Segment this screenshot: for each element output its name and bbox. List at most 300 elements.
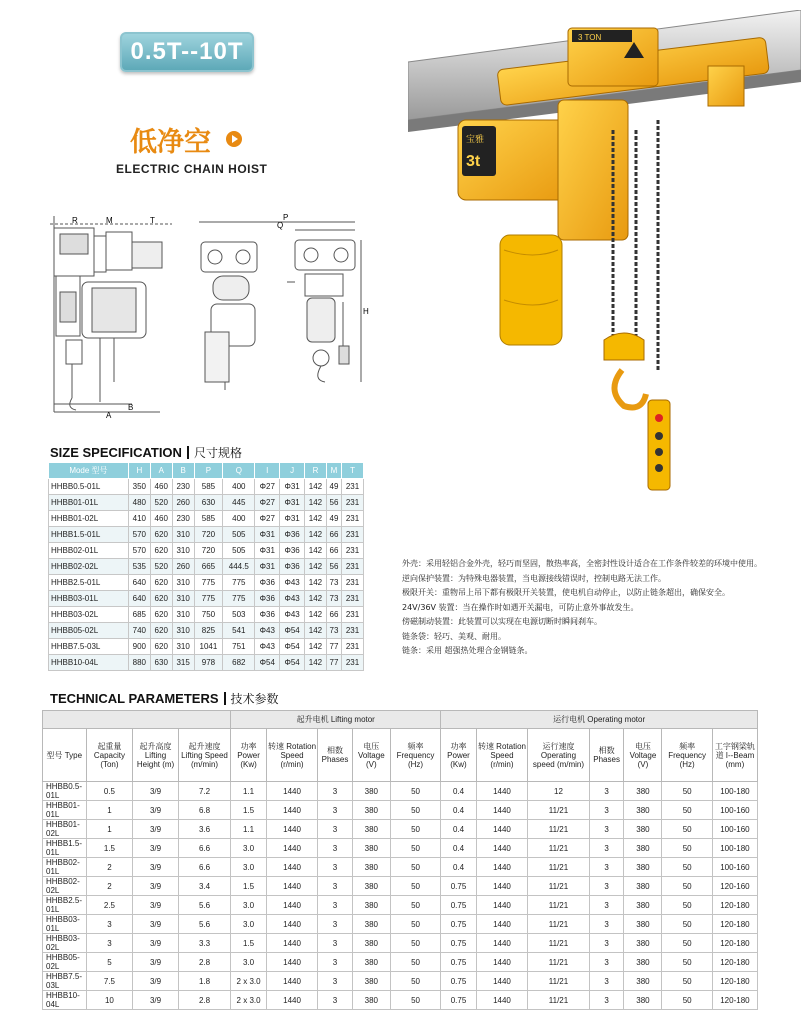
table-cell: 585 (194, 479, 223, 495)
table-cell: 100-180 (712, 782, 757, 801)
table-cell: Φ31 (255, 527, 280, 543)
table-cell: 66 (326, 607, 341, 623)
table-cell: 142 (305, 575, 327, 591)
table-cell: 50 (390, 839, 440, 858)
table-cell: 682 (223, 655, 255, 671)
table-cell: 50 (390, 915, 440, 934)
dim-label-m: M (106, 216, 113, 225)
table-cell: 1.1 (231, 820, 267, 839)
table-cell: HHBB10-04L (43, 991, 87, 1010)
table-cell: 1 (86, 801, 133, 820)
table-cell: 3/9 (133, 953, 179, 972)
table-cell: 1440 (476, 782, 527, 801)
table-row (43, 991, 758, 1010)
table-cell: 380 (352, 839, 390, 858)
table-cell: 1440 (476, 915, 527, 934)
table-cell: 6.6 (178, 858, 230, 877)
table-cell: Φ36 (280, 527, 305, 543)
table-cell: 380 (352, 877, 390, 896)
table-cell: 0.75 (441, 991, 477, 1010)
table-cell: 142 (305, 639, 327, 655)
table-cell: 142 (305, 511, 327, 527)
table-cell: 2 x 3.0 (231, 991, 267, 1010)
table-cell: HHBB0.5-01L (49, 479, 129, 495)
table-cell: 120-180 (712, 953, 757, 972)
table-cell: 1440 (266, 801, 317, 820)
table-cell: 380 (624, 858, 662, 877)
table-cell: 11/21 (528, 934, 590, 953)
table-cell: 380 (624, 934, 662, 953)
tech-col-header: 起重量 Capacity (Ton) (86, 729, 133, 782)
table-cell: 310 (172, 639, 194, 655)
table-cell: 380 (624, 877, 662, 896)
table-cell: 142 (305, 495, 327, 511)
table-row (49, 623, 364, 639)
table-cell: 50 (662, 820, 712, 839)
table-cell: 3.0 (231, 915, 267, 934)
table-cell: 6.8 (178, 801, 230, 820)
table-cell: 142 (305, 655, 327, 671)
table-cell: 380 (352, 820, 390, 839)
table-cell: 2 (86, 858, 133, 877)
table-cell: 10 (86, 991, 133, 1010)
table-cell: 3 (589, 820, 624, 839)
table-cell: 230 (172, 511, 194, 527)
table-cell: HHBB1.5-01L (49, 527, 129, 543)
table-cell: HHBB0.5-01L (43, 782, 87, 801)
table-cell: 630 (194, 495, 223, 511)
table-cell: 0.75 (441, 896, 477, 915)
table-cell: 3/9 (133, 896, 179, 915)
table-row (49, 543, 364, 559)
table-cell: 445 (223, 495, 255, 511)
table-row (49, 639, 364, 655)
table-cell: 77 (326, 639, 341, 655)
table-cell: 310 (172, 591, 194, 607)
table-cell: 73 (326, 591, 341, 607)
table-cell: 1440 (476, 820, 527, 839)
table-cell: 380 (352, 801, 390, 820)
tech-col-header: 起升高度 Lifting Height (m) (133, 729, 179, 782)
table-cell: 775 (223, 575, 255, 591)
table-cell: 1440 (476, 972, 527, 991)
table-cell: 978 (194, 655, 223, 671)
tech-col-header: 转速 Rotation Speed (r/min) (266, 729, 317, 782)
table-cell: 310 (172, 575, 194, 591)
dim-label-t: T (150, 216, 155, 225)
table-cell: 100-180 (712, 839, 757, 858)
table-cell: 50 (662, 972, 712, 991)
table-cell: 50 (390, 934, 440, 953)
table-cell: 825 (194, 623, 223, 639)
table-cell: 3/9 (133, 839, 179, 858)
table-row (43, 820, 758, 839)
table-cell: 1.5 (231, 934, 267, 953)
table-cell: 3/9 (133, 801, 179, 820)
table-cell: 50 (390, 972, 440, 991)
table-cell: 505 (223, 527, 255, 543)
table-row (49, 527, 364, 543)
table-row (49, 559, 364, 575)
table-cell: 751 (223, 639, 255, 655)
table-cell: 3 (589, 782, 624, 801)
table-cell: 620 (150, 527, 172, 543)
table-cell: Φ27 (255, 511, 280, 527)
table-cell: 0.4 (441, 801, 477, 820)
table-cell: 1440 (266, 934, 317, 953)
table-cell: 120-180 (712, 915, 757, 934)
table-cell: Φ43 (280, 591, 305, 607)
table-cell: 460 (150, 511, 172, 527)
capacity-badge: 0.5T--10T (120, 32, 254, 72)
table-cell: 231 (342, 639, 364, 655)
table-cell: 1440 (266, 877, 317, 896)
nameplate-big: 3t (466, 153, 481, 170)
table-cell: 0.75 (441, 915, 477, 934)
table-cell: 585 (194, 511, 223, 527)
table-cell: 3.0 (231, 858, 267, 877)
table-cell: 3 (318, 915, 353, 934)
table-row (43, 801, 758, 820)
table-cell: 2 x 3.0 (231, 972, 267, 991)
table-cell: 570 (128, 543, 150, 559)
table-row (43, 953, 758, 972)
table-cell: HHBB02-01L (49, 543, 129, 559)
table-row (49, 511, 364, 527)
table-cell: 350 (128, 479, 150, 495)
table-cell: 3 (589, 877, 624, 896)
table-cell: 5.6 (178, 915, 230, 934)
table-cell: 0.4 (441, 820, 477, 839)
table-cell: 0.75 (441, 934, 477, 953)
table-cell: 50 (662, 896, 712, 915)
table-cell: Φ31 (255, 543, 280, 559)
table-cell: 73 (326, 623, 341, 639)
table-cell: 3 (318, 972, 353, 991)
table-cell: 120-180 (712, 991, 757, 1010)
table-cell: Φ31 (255, 559, 280, 575)
hoist-photo (408, 10, 801, 500)
table-cell: 50 (662, 801, 712, 820)
description-line: 24V/36V 装置：当在操作时如遇开关漏电，可防止意外事故发生。 (402, 602, 639, 612)
size-col-header: Mode 型号 (49, 463, 129, 479)
tech-col-header: 相数 Phases (589, 729, 624, 782)
table-cell: Φ54 (280, 639, 305, 655)
table-cell: HHBB02-02L (49, 559, 129, 575)
table-cell: 3.0 (231, 953, 267, 972)
table-cell: 720 (194, 543, 223, 559)
size-col-header: B (172, 463, 194, 479)
table-cell: Φ43 (255, 639, 280, 655)
table-cell: 3 (589, 801, 624, 820)
table-cell: Φ43 (280, 575, 305, 591)
table-cell: 380 (624, 801, 662, 820)
description-line: 链条袋：轻巧、美观、耐用。 (402, 631, 506, 641)
table-cell: HHBB01-01L (43, 801, 87, 820)
table-cell: HHBB03-02L (43, 934, 87, 953)
table-cell: 0.75 (441, 972, 477, 991)
table-cell: 900 (128, 639, 150, 655)
table-cell: 503 (223, 607, 255, 623)
table-cell: 11/21 (528, 915, 590, 934)
table-cell: 380 (352, 915, 390, 934)
table-cell: 11/21 (528, 820, 590, 839)
table-cell: 620 (150, 543, 172, 559)
table-cell: 620 (150, 575, 172, 591)
product-title-cn: 低净空 (130, 127, 211, 158)
table-cell: 1440 (266, 915, 317, 934)
table-cell: 380 (624, 915, 662, 934)
table-cell: 0.4 (441, 858, 477, 877)
tech-col-header: 电压 Voltage (V) (624, 729, 662, 782)
table-cell: HHBB01-02L (49, 511, 129, 527)
dim-label-h: H (363, 307, 369, 316)
table-cell: 750 (194, 607, 223, 623)
table-cell: 260 (172, 559, 194, 575)
table-cell: 66 (326, 527, 341, 543)
table-cell: 880 (128, 655, 150, 671)
tech-params-heading: TECHNICAL PARAMETERS 技术参数 (50, 691, 279, 706)
table-cell: 56 (326, 559, 341, 575)
table-cell: 620 (150, 623, 172, 639)
table-cell: 142 (305, 591, 327, 607)
table-cell: 570 (128, 527, 150, 543)
table-cell: 231 (342, 655, 364, 671)
table-cell: 380 (624, 839, 662, 858)
table-cell: 620 (150, 607, 172, 623)
table-cell: 11/21 (528, 991, 590, 1010)
table-cell: 120-180 (712, 896, 757, 915)
table-cell: 2 (86, 877, 133, 896)
table-cell: Φ36 (255, 575, 280, 591)
table-row (43, 915, 758, 934)
table-cell: 3.3 (178, 934, 230, 953)
table-cell: 3/9 (133, 934, 179, 953)
table-cell: 3 (86, 934, 133, 953)
table-cell: 380 (352, 858, 390, 877)
table-cell: 720 (194, 527, 223, 543)
table-cell: 11/21 (528, 801, 590, 820)
table-cell: 50 (390, 820, 440, 839)
table-cell: 3/9 (133, 991, 179, 1010)
table-cell: HHBB1.5-01L (43, 839, 87, 858)
table-cell: 7.2 (178, 782, 230, 801)
table-cell: 640 (128, 575, 150, 591)
table-cell: Φ27 (255, 479, 280, 495)
table-cell: 640 (128, 591, 150, 607)
table-cell: Φ43 (255, 623, 280, 639)
table-cell: 775 (194, 591, 223, 607)
table-cell: Φ27 (255, 495, 280, 511)
table-cell: 3 (318, 782, 353, 801)
table-cell: 380 (624, 991, 662, 1010)
table-cell: 11/21 (528, 858, 590, 877)
table-cell: 0.4 (441, 839, 477, 858)
table-cell: 100-160 (712, 801, 757, 820)
table-cell: 380 (352, 782, 390, 801)
table-cell: 0.4 (441, 782, 477, 801)
table-cell: 50 (662, 934, 712, 953)
table-cell: 3 (589, 896, 624, 915)
table-cell: 231 (342, 543, 364, 559)
size-col-header: H (128, 463, 150, 479)
table-cell: HHBB2.5-01L (49, 575, 129, 591)
table-row (49, 607, 364, 623)
table-cell: 56 (326, 495, 341, 511)
table-cell: 410 (128, 511, 150, 527)
table-cell: 50 (390, 896, 440, 915)
table-cell: 3 (318, 839, 353, 858)
table-cell: 541 (223, 623, 255, 639)
table-cell: 3 (318, 877, 353, 896)
table-cell: 380 (624, 820, 662, 839)
table-cell: 231 (342, 607, 364, 623)
table-row (43, 972, 758, 991)
table-cell: 740 (128, 623, 150, 639)
table-cell: HHBB01-02L (43, 820, 87, 839)
table-cell: 142 (305, 607, 327, 623)
table-cell: 2.8 (178, 991, 230, 1010)
table-cell: Φ54 (280, 623, 305, 639)
table-cell: 3 (589, 953, 624, 972)
table-cell: 1440 (266, 896, 317, 915)
table-cell: 665 (194, 559, 223, 575)
table-cell: HHBB03-01L (43, 915, 87, 934)
table-cell: 3.4 (178, 877, 230, 896)
table-row (49, 479, 364, 495)
table-cell: 520 (150, 495, 172, 511)
table-row (43, 877, 758, 896)
table-cell: 775 (223, 591, 255, 607)
table-cell: 2.8 (178, 953, 230, 972)
table-cell: Φ31 (280, 495, 305, 511)
table-cell: 444.5 (223, 559, 255, 575)
table-row (43, 934, 758, 953)
dim-label-r: R (72, 216, 78, 225)
table-cell: 231 (342, 511, 364, 527)
tech-params-table (42, 710, 758, 1010)
table-cell: 231 (342, 495, 364, 511)
table-cell: Φ36 (280, 559, 305, 575)
table-cell: 1.1 (231, 782, 267, 801)
table-cell: 3/9 (133, 858, 179, 877)
table-cell: 73 (326, 575, 341, 591)
lifting-motor-group: 起升电机 Lifting motor (231, 711, 441, 729)
table-cell: 231 (342, 575, 364, 591)
table-cell: Φ31 (280, 511, 305, 527)
table-cell: 142 (305, 623, 327, 639)
table-cell: 0.5 (86, 782, 133, 801)
table-cell: 3 (589, 934, 624, 953)
table-cell: Φ31 (280, 479, 305, 495)
table-cell: 231 (342, 559, 364, 575)
table-cell: 142 (305, 527, 327, 543)
size-spec-table (48, 462, 364, 671)
table-cell: 1440 (476, 953, 527, 972)
table-cell: 50 (390, 877, 440, 896)
table-row (43, 782, 758, 801)
table-cell: 380 (352, 991, 390, 1010)
table-cell: 230 (172, 479, 194, 495)
table-cell: 1440 (266, 991, 317, 1010)
table-cell: 1440 (266, 782, 317, 801)
tech-col-header: 运行速度 Operating speed (m/min) (528, 729, 590, 782)
table-cell: 535 (128, 559, 150, 575)
table-cell: 0.75 (441, 877, 477, 896)
dim-label-a: A (106, 411, 112, 420)
table-cell: 380 (352, 896, 390, 915)
table-cell: 50 (662, 782, 712, 801)
table-cell: 50 (390, 858, 440, 877)
tech-col-header: 电压 Voltage (V) (352, 729, 390, 782)
description-line: 极限开关：重物吊上吊下都有极限开关装置，使电机自动停止，以防止链条超出，确保安全。 (402, 588, 730, 597)
table-cell: 120-180 (712, 934, 757, 953)
table-cell: Φ36 (255, 607, 280, 623)
table-cell: 3/9 (133, 877, 179, 896)
table-cell: 3/9 (133, 972, 179, 991)
table-cell: 1.8 (178, 972, 230, 991)
table-cell: 380 (624, 782, 662, 801)
description-line: 傍磁制动装置：此装置可以实现在电源切断时瞬间刹车。 (402, 617, 602, 626)
table-cell: 1440 (476, 801, 527, 820)
table-cell: 620 (150, 639, 172, 655)
dim-label-b: B (128, 403, 134, 412)
brand-text: 宝雅 (466, 135, 485, 145)
table-cell: 3 (318, 934, 353, 953)
table-cell: 3 (589, 839, 624, 858)
product-title-en: ELECTRIC CHAIN HOIST (116, 162, 268, 176)
table-cell: HHBB03-01L (49, 591, 129, 607)
table-cell: 310 (172, 543, 194, 559)
size-col-header: T (342, 463, 364, 479)
table-cell: 50 (662, 877, 712, 896)
table-cell: 77 (326, 655, 341, 671)
table-cell: 50 (390, 782, 440, 801)
table-cell: 100-160 (712, 820, 757, 839)
group-header-blank (43, 711, 231, 729)
table-cell: Φ54 (280, 655, 305, 671)
table-cell: 630 (150, 655, 172, 671)
table-row (49, 575, 364, 591)
table-cell: 1440 (476, 934, 527, 953)
table-cell: HHBB7.5-03L (43, 972, 87, 991)
tech-col-header: 转速 Rotation Speed (r/min) (476, 729, 527, 782)
table-cell: 7.5 (86, 972, 133, 991)
table-cell: 11/21 (528, 839, 590, 858)
table-cell: 1440 (476, 896, 527, 915)
table-row (49, 655, 364, 671)
table-cell: 50 (390, 991, 440, 1010)
dim-label-p: P (283, 213, 289, 222)
tech-col-header: 相数 Phases (318, 729, 353, 782)
table-cell: 50 (662, 991, 712, 1010)
table-cell: 1440 (476, 858, 527, 877)
play-icon (226, 131, 242, 147)
table-cell: Φ36 (255, 591, 280, 607)
table-cell: 12 (528, 782, 590, 801)
table-cell: 1440 (266, 858, 317, 877)
table-cell: 3 (589, 972, 624, 991)
table-cell: 11/21 (528, 953, 590, 972)
side-view-drawing (48, 212, 178, 422)
table-cell: 480 (128, 495, 150, 511)
size-col-header: I (255, 463, 280, 479)
table-cell: 3 (86, 915, 133, 934)
table-cell: 400 (223, 511, 255, 527)
table-cell: 120-180 (712, 972, 757, 991)
table-cell: HHBB2.5-01L (43, 896, 87, 915)
table-cell: 1440 (476, 839, 527, 858)
